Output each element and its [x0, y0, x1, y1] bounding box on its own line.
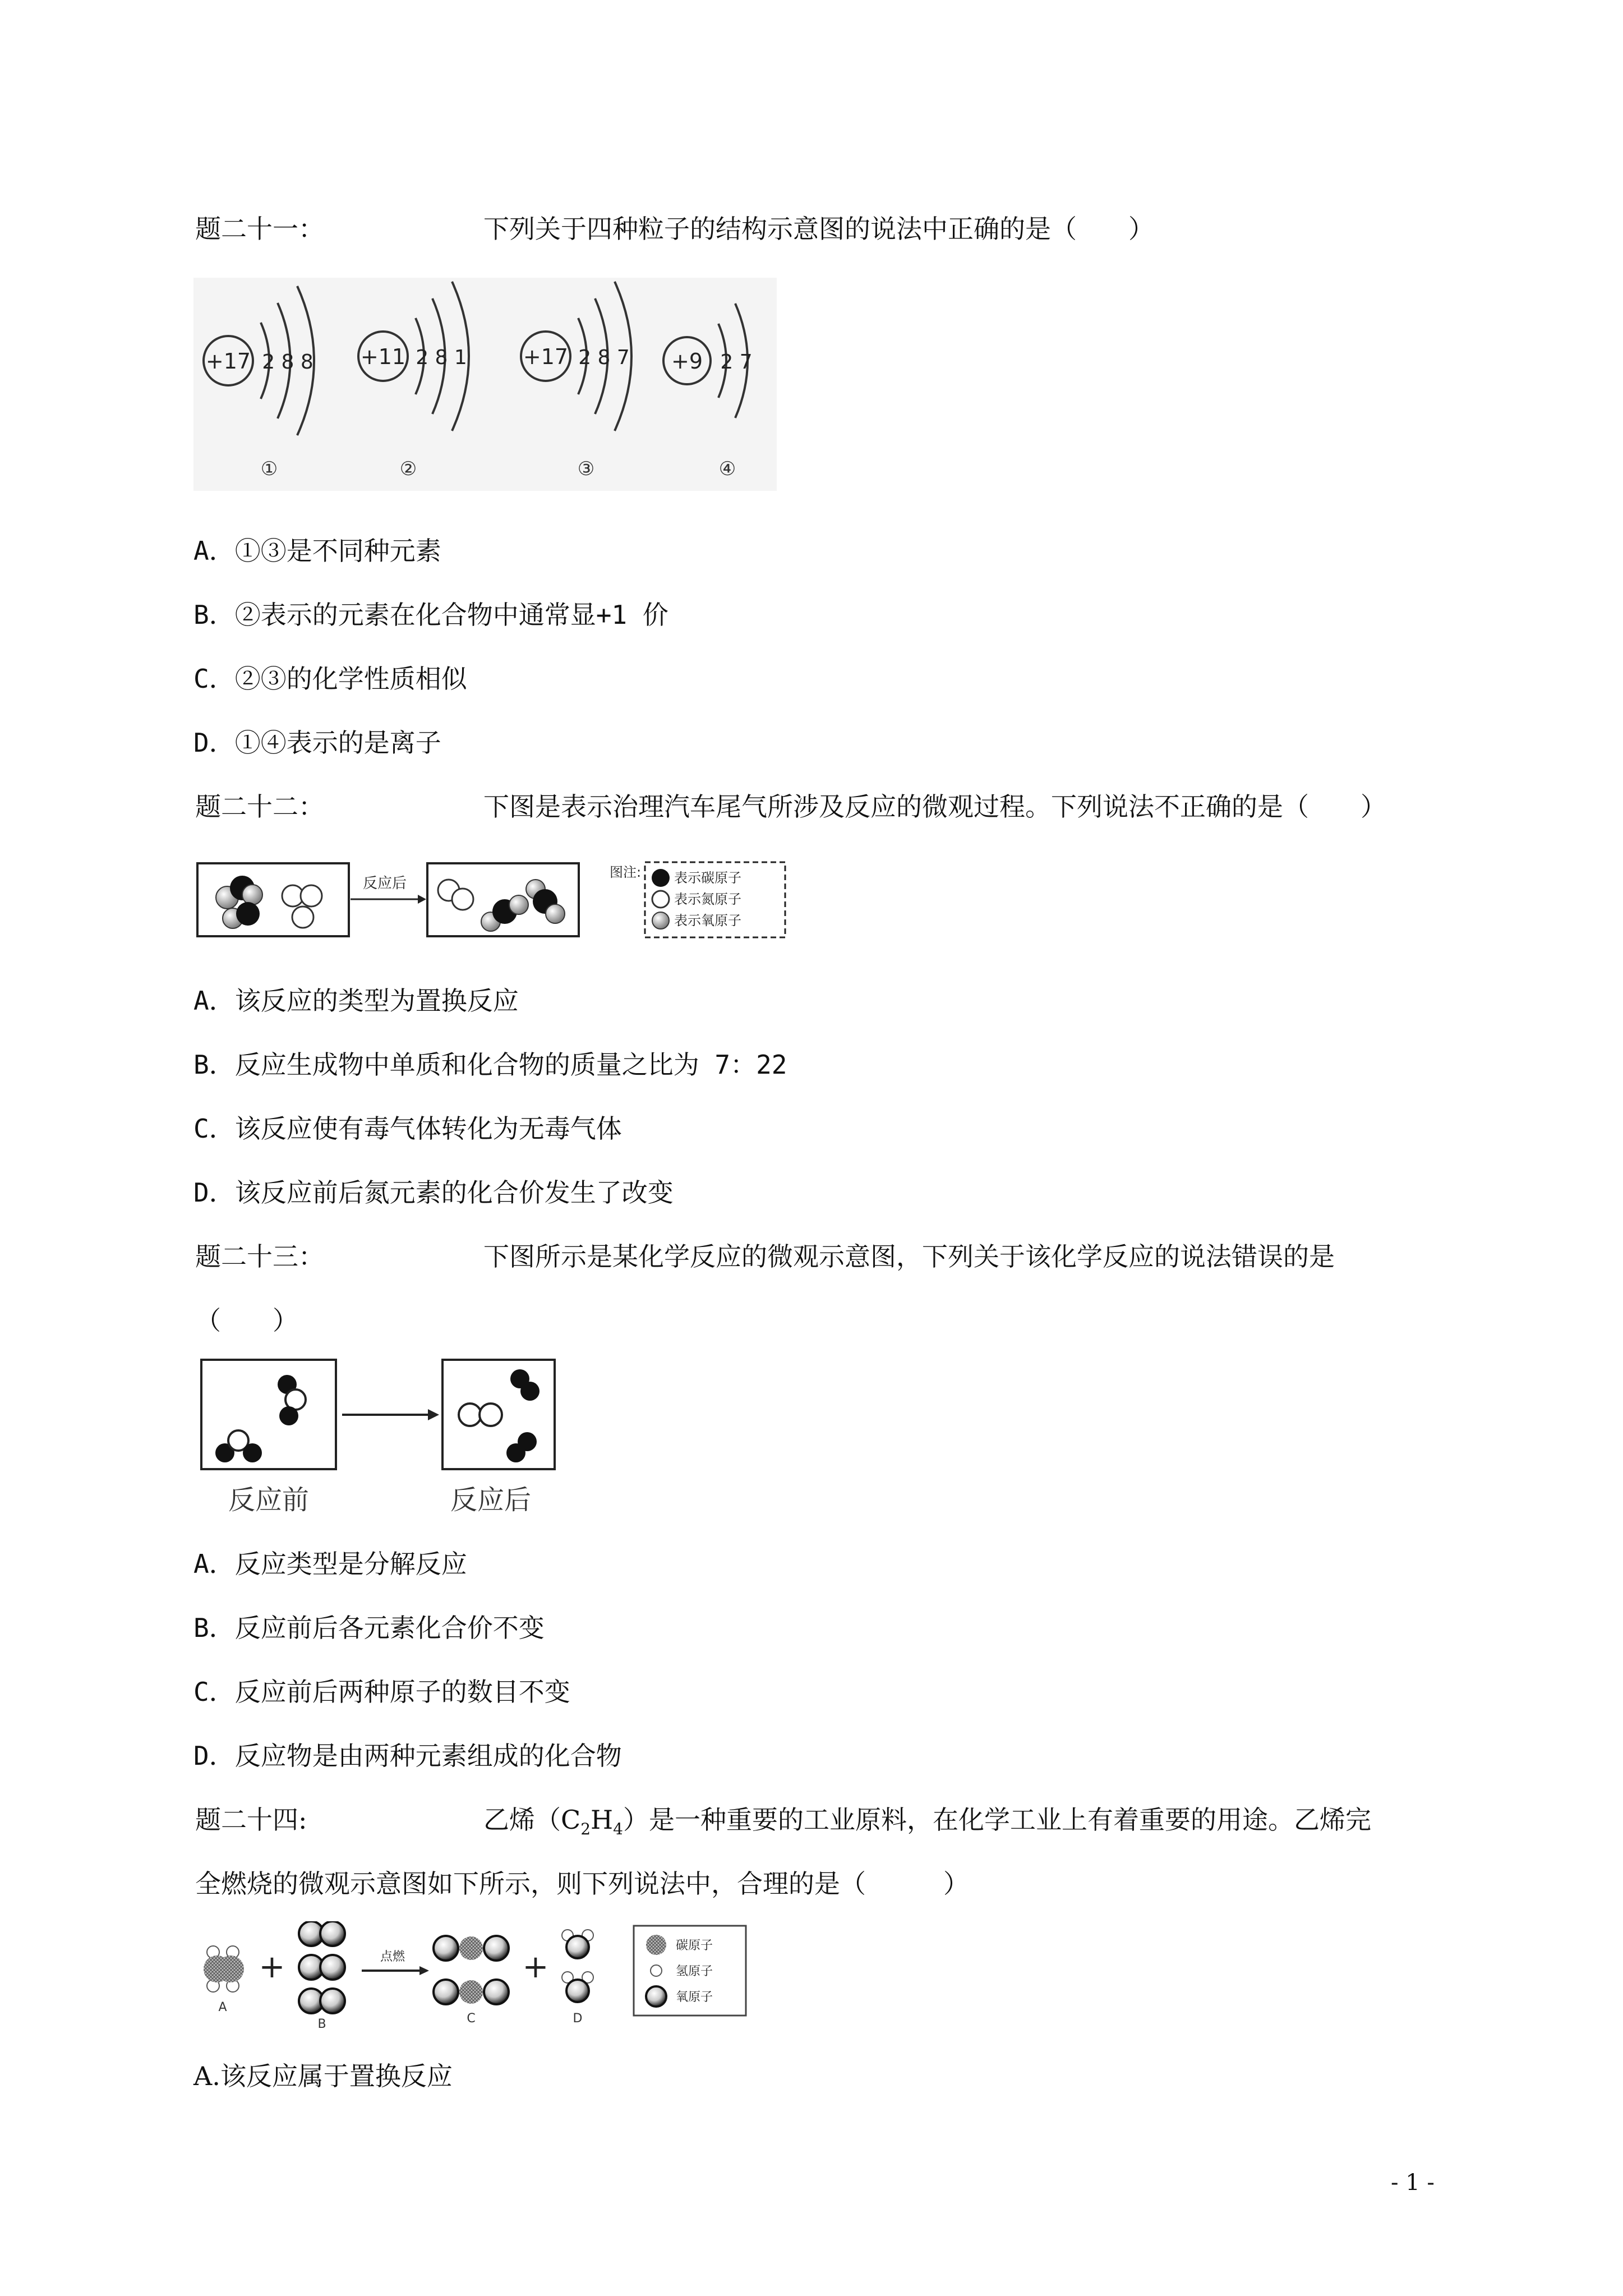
- q24-stem-sub-2: 4: [613, 1820, 623, 1839]
- q23-option-b: B．反应前后各元素化合价不变: [193, 1613, 545, 1643]
- q22-option-a: A．该反应的类型为置换反应: [193, 986, 519, 1016]
- q21-particle-4-index: ④: [718, 458, 736, 480]
- q23-after-label: 反应后: [450, 1484, 532, 1516]
- q24-legend-carbon: 碳原子: [676, 1939, 713, 1953]
- q24-molecule-b: [299, 1921, 345, 2031]
- q21-particle-2-electrons: 2 8 1: [416, 346, 467, 369]
- q21-label: 题二十一：: [195, 214, 324, 244]
- q22-legend-nitrogen-icon: [652, 891, 669, 908]
- q24-legend-oxygen-icon: [646, 1986, 666, 2007]
- q23-label: 题二十三：: [195, 1241, 324, 1272]
- q22-legend-carbon: 表示碳原子: [674, 870, 741, 886]
- q24-legend-hydrogen: 氢原子: [676, 1964, 713, 1978]
- q24-legend-carbon-icon: [646, 1935, 666, 1955]
- q22-legend-nitrogen: 表示氮原子: [674, 891, 741, 907]
- q22-stem: 下图是表示治理汽车尾气所涉及反应的微观过程。下列说法不正确的是（ ）: [483, 792, 1386, 822]
- q21-option-d: D．①④表示的是离子: [193, 728, 441, 758]
- q21-particle-2-nucleus: +11: [360, 344, 406, 369]
- q21-particle-1-nucleus: +17: [205, 349, 251, 374]
- q24-stem-part-a: 乙烯（C: [483, 1805, 581, 1835]
- q22-label: 题二十二：: [195, 792, 324, 822]
- q21-particle-1-index: ①: [260, 458, 278, 480]
- q21-particle-4-electrons: 2 7: [720, 351, 753, 374]
- q24-arrow-label: 点燃: [380, 1950, 405, 1964]
- q22-legend-oxygen: 表示氧原子: [674, 913, 741, 928]
- q21-stem: 下列关于四种粒子的结构示意图的说法中正确的是（ ）: [483, 214, 1154, 244]
- q21-option-b: B．②表示的元素在化合物中通常显+1 价: [193, 600, 668, 630]
- q21-option-a: A．①③是不同种元素: [193, 536, 441, 566]
- q24-molecule-b-label: B: [317, 2017, 326, 2031]
- q24-molecule-a: [204, 1946, 244, 2014]
- q24-plus-1: +: [259, 1949, 285, 1985]
- q24-legend-hydrogen-icon: [651, 1965, 662, 1976]
- q24-label: 题二十四:: [195, 1805, 307, 1835]
- q24-stem-part-b: H: [591, 1805, 614, 1835]
- q24-molecule-c: [434, 1936, 509, 2026]
- q23-option-d: D．反应物是由两种元素组成的化合物: [193, 1741, 622, 1771]
- q21-particle-4-nucleus: +9: [671, 349, 703, 374]
- q24-molecule-a-label: A: [218, 2000, 227, 2014]
- q24-combustion-diagram: [199, 1921, 754, 2033]
- q24-molecule-c-label: C: [467, 2012, 476, 2026]
- q22-legend-oxygen-icon: [652, 912, 669, 929]
- q21-particle-1-electrons: 2 8 8: [262, 351, 313, 374]
- q24-stem-line2: 全燃烧的微观示意图如下所示，则下列说法中，合理的是（ ）: [195, 1869, 969, 1899]
- q23-stem-line1: 下图所示是某化学反应的微观示意图，下列关于该化学反应的说法错误的是: [483, 1241, 1335, 1272]
- q22-exhaust-reaction-diagram: [196, 855, 791, 945]
- q23-option-a: A．反应类型是分解反应: [193, 1549, 467, 1579]
- q21-atom-structure-diagram: [193, 278, 777, 491]
- q24-stem-sub-1: 2: [580, 1820, 591, 1839]
- q21-particle-3-nucleus: +17: [523, 344, 569, 369]
- q23-stem-line2: （ ）: [195, 1305, 298, 1336]
- q24-legend-oxygen: 氧原子: [676, 1990, 713, 2004]
- q24-molecule-d-label: D: [573, 2012, 583, 2026]
- page-number: - 1 -: [1391, 2170, 1435, 2196]
- q24-plus-2: +: [522, 1949, 549, 1985]
- q21-option-c: C．②③的化学性质相似: [193, 664, 467, 694]
- q23-before-label: 反应前: [228, 1484, 310, 1516]
- q23-option-c: C．反应前后两种原子的数目不变: [193, 1677, 570, 1707]
- q22-option-b: B．反应生成物中单质和化合物的质量之比为 7：22: [193, 1050, 787, 1080]
- q24-stem-part-c: ）是一种重要的工业原料，在化学工业上有着重要的用途。乙烯完: [623, 1805, 1371, 1835]
- q22-arrow-label: 反应后: [362, 875, 407, 892]
- q23-reaction-diagram: [199, 1358, 569, 1526]
- q22-option-d: D．该反应前后氮元素的化合价发生了改变: [193, 1177, 674, 1208]
- q24-option-a: A.该反应属于置换反应: [193, 2061, 453, 2091]
- q21-particle-3-index: ③: [577, 458, 595, 480]
- q21-particle-2-index: ②: [399, 458, 417, 480]
- q21-particle-3-electrons: 2 8 7: [578, 346, 630, 369]
- q24-molecule-d: [562, 1930, 593, 2026]
- q24-stem-line1: [483, 1800, 1371, 1838]
- q22-legend-title: 图注:: [610, 864, 642, 880]
- q22-option-c: C．该反应使有毒气体转化为无毒气体: [193, 1114, 622, 1144]
- q22-legend-carbon-icon: [652, 869, 670, 887]
